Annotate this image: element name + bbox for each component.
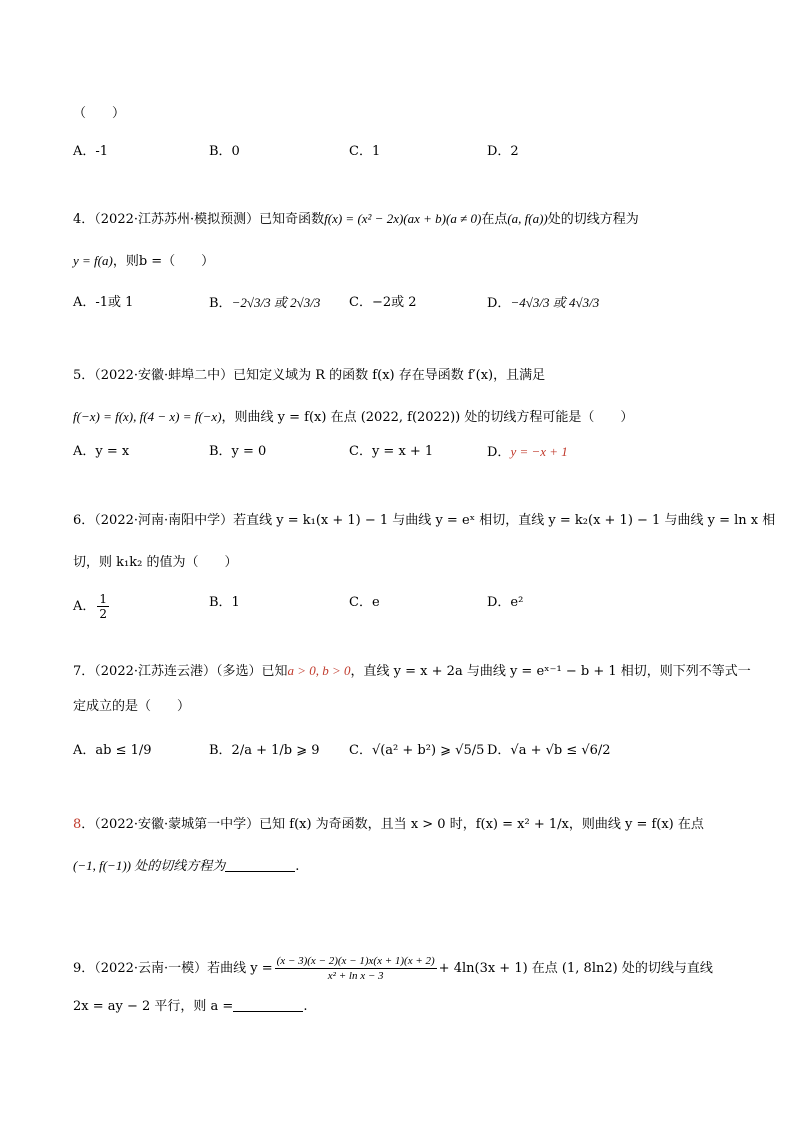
q3-option-b: B．0 <box>209 144 240 159</box>
q4-option-d-expr: −4√3/3 或 4√3/3 <box>510 295 600 310</box>
q5-option-d-expr: y = −x + 1 <box>510 444 568 459</box>
q4-option-c: C．−2或 2 <box>349 295 417 310</box>
q3-option-a: A．-1 <box>73 144 109 159</box>
q6-stem-line1: 6．（2022·河南·南阳中学）若直线 y = k₁(x + 1) − 1 与曲线 y = eˣ 相切，直线 y = k₂(x + 1) − 1 与曲线 y = ln x 相 <box>73 513 776 528</box>
q8-text: ．（2022·安徽·蒙城第一中学）已知 f(x) 为奇函数，且当 x > 0 时，f(x) = x² + 1/x，则曲线 y = f(x) 在点 <box>81 817 704 832</box>
q5-ask: ，则曲线 y = f(x) 在点 (2022, f(2022)) 处的切线方程可能是（ ） <box>221 410 634 425</box>
q6-stem-line2: 切，则 k₁k₂ 的值为（ ） <box>73 555 238 570</box>
q9-end: . <box>303 999 308 1014</box>
q4-stem-line1 <box>73 208 639 231</box>
q7-condition: a > 0, b > 0 <box>287 663 351 678</box>
q9-fraction-den: x² + ln x − 3 <box>327 970 384 982</box>
q9-answer-blank[interactable] <box>233 997 303 1012</box>
q6-option-b: B．1 <box>209 595 240 610</box>
q6-option-d: D．e² <box>487 595 524 610</box>
q8-stem-line1 <box>73 814 704 836</box>
q4-suffix: 处的切线方程为 <box>547 212 639 227</box>
q3-option-c: C．1 <box>349 144 381 159</box>
q7-option-c: C．√(a² + b²) ⩾ √5/5 <box>349 743 485 758</box>
q4-mid: 在点 <box>481 212 508 227</box>
q4-point: (a, f(a)) <box>507 211 548 226</box>
q3-paren: （ ） <box>73 106 126 121</box>
q6-option-c: C．e <box>349 595 380 610</box>
q9-stem-line1 <box>73 952 713 986</box>
q4-ask: ，则b =（ ） <box>112 254 215 269</box>
q6-option-a-num: 1 <box>99 592 108 606</box>
q8-point-text: (−1, f(−1)) 处的切线方程为 <box>73 858 226 873</box>
q4-option-b-expr: −2√3/3 或 2√3/3 <box>231 295 321 310</box>
q5-conditions: f(−x) = f(x), f(4 − x) = f(−x) <box>73 409 222 424</box>
q5-option-b: B．y = 0 <box>209 444 267 459</box>
q4-option-b-label: B． <box>209 296 232 311</box>
q7-option-b: B．2/a + 1/b ⩾ 9 <box>209 743 320 758</box>
q4-function: f(x) = (x² − 2x)(ax + b)(a ≠ 0) <box>324 211 482 226</box>
q5-stem-line2 <box>73 406 633 429</box>
q6-option-a-den: 2 <box>99 607 108 621</box>
q7-stem-line2: 定成立的是（ ） <box>73 699 191 714</box>
q9-fraction <box>275 954 437 983</box>
q6-option-a <box>73 592 111 621</box>
q5-option-d-label: D． <box>487 445 511 460</box>
q5-stem-line1: 5．（2022·安徽·蚌埠二中）已知定义域为 R 的函数 f(x) 存在导函数 f′(x)，且满足 <box>73 368 546 383</box>
q9-prefix: 9．（2022·云南·一模）若曲线 y = <box>73 961 273 976</box>
q4-tangent-eq: y = f(a) <box>73 253 113 268</box>
q9-fraction-num: (x − 3)(x − 2)(x − 1)x(x + 1)(x + 2) <box>276 955 435 967</box>
q8-answer-blank[interactable] <box>225 857 295 872</box>
q5-option-d <box>487 441 568 464</box>
q7-suffix: ，直线 y = x + 2a 与曲线 y = eˣ⁻¹ − b + 1 相切，则下列不等式一 <box>350 664 751 679</box>
q4-option-d-label: D． <box>487 296 511 311</box>
q7-option-d: D．√a + √b ≤ √6/2 <box>487 743 611 758</box>
q4-option-a: A．-1或 1 <box>73 295 134 310</box>
q4-stem-line2 <box>73 250 214 273</box>
q7-prefix: 7．（2022·江苏连云港）（多选）已知 <box>73 664 288 679</box>
q9-suffix: + 4ln(3x + 1) 在点 (1, 8ln2) 处的切线与直线 <box>438 961 713 976</box>
q5-option-a: A．y = x <box>73 444 130 459</box>
q7-stem-line1 <box>73 660 751 683</box>
q6-option-a-fraction <box>97 592 109 621</box>
q4-option-d <box>487 292 599 315</box>
q8-stem-line2 <box>73 855 299 878</box>
q8-number: 8 <box>73 817 82 832</box>
q3-option-d: D．2 <box>487 144 519 159</box>
q9-stem-line2 <box>73 996 307 1018</box>
q7-option-a: A．ab ≤ 1/9 <box>73 743 152 758</box>
q4-option-b <box>209 292 320 315</box>
q4-prefix: 4．（2022·江苏苏州·模拟预测）已知奇函数 <box>73 212 325 227</box>
q5-option-c: C．y = x + 1 <box>349 444 434 459</box>
q6-option-a-label: A． <box>73 599 96 614</box>
q8-end: . <box>295 859 300 874</box>
q9-line2-text: 2x = ay − 2 平行，则 a = <box>73 999 234 1014</box>
